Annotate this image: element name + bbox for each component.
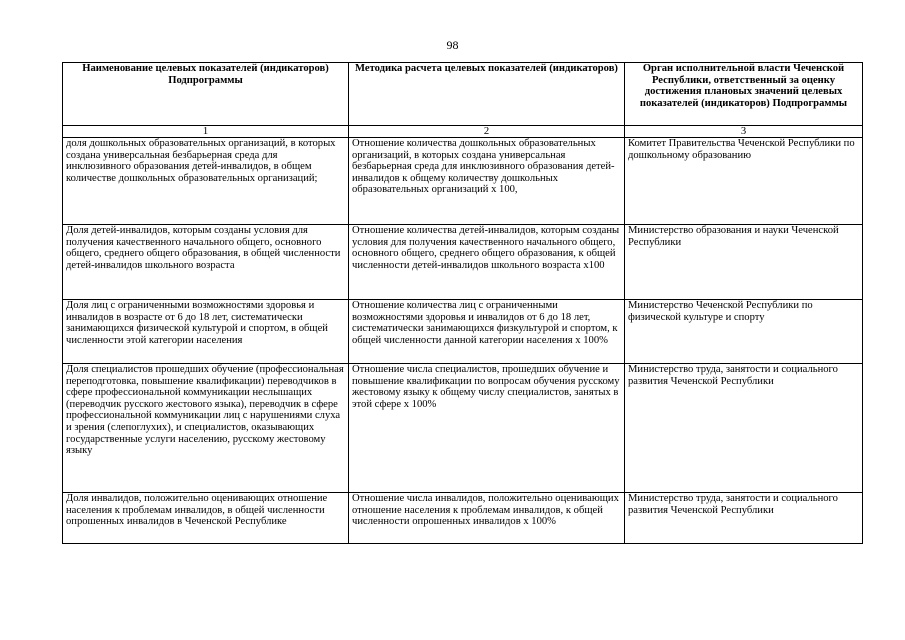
table-row	[63, 364, 863, 493]
cell-responsible-authority: Министерство труда, занятости и социального развития Чеченской Республики	[625, 364, 863, 493]
cell-indicator-name: Доля детей-инвалидов, которым созданы условия для получения качественного начального общего, основного общего, среднего общего образования, в общей численности детей-инвалидов школьного возраста	[63, 225, 349, 300]
cell-responsible-authority: Министерство образования и науки Чеченской Республики	[625, 225, 863, 300]
table-row	[63, 300, 863, 364]
table-row	[63, 493, 863, 544]
header-calculation-method: Методика расчета целевых показателей (индикаторов)	[349, 63, 625, 126]
indicators-table	[62, 62, 863, 544]
column-number-row	[63, 126, 863, 138]
column-number: 3	[625, 126, 863, 138]
cell-indicator-name: Доля специалистов прошедших обучение (профессиональная переподготовка, повышение квалификации) переводчиков в сфере профессиональной коммуникации неслышащих (переводчик русского жестового языка), переводчик в сфере профессиональной коммуникации лиц с нарушениями слуха и зрения (слепоглухих), и специалистов, оказывающих государственные услуги населению, русскому жестовому языку	[63, 364, 349, 493]
header-indicator-name: Наименование целевых показателей (индикаторов) Подпрограммы	[63, 63, 349, 126]
page-number: 98	[446, 38, 459, 52]
cell-indicator-name: доля дошкольных образовательных организаций, в которых создана универсальная безбарьерная среда для инклюзивного образования детей-инвалидов, в общем количестве дошкольных образовательных организаций;	[63, 138, 349, 225]
cell-indicator-name: Доля лиц с ограниченными возможностями здоровья и инвалидов в возрасте от 6 до 18 лет, систематически занимающихся физической культурой и спортом, в общей численности этой категории населения	[63, 300, 349, 364]
cell-calculation-method: Отношение количества детей-инвалидов, которым созданы условия для получения качественного начального общего, основного общего, среднего общего образования, к общей численности детей-инвалидов школьного возраста х100	[349, 225, 625, 300]
cell-responsible-authority: Комитет Правительства Чеченской Республики по дошкольному образованию	[625, 138, 863, 225]
cell-calculation-method: Отношение числа специалистов, прошедших обучение и повышение квалификации по вопросам обучения русскому жестовому языку к общему числу специалистов, занятых в этой сфере х 100%	[349, 364, 625, 493]
header-responsible-authority: Орган исполнительной власти Чеченской Республики, ответственный за оценку достижения плановых значений целевых показателей (индикаторов) Подпрограммы	[625, 63, 863, 126]
table-row	[63, 225, 863, 300]
table-header-row	[63, 63, 863, 126]
cell-calculation-method: Отношение числа инвалидов, положительно оценивающих отношение населения к проблемам инвалидов, к общей численности опрошенных инвалидов х 100%	[349, 493, 625, 544]
cell-responsible-authority: Министерство Чеченской Республики по физической культуре и спорту	[625, 300, 863, 364]
cell-calculation-method: Отношение количества лиц с ограниченными возможностями здоровья и инвалидов от 6 до 18 лет, систематически занимающихся физкультурой и спортом, к общей численности данной категории населения х 100%	[349, 300, 625, 364]
cell-responsible-authority: Министерство труда, занятости и социального развития Чеченской Республики	[625, 493, 863, 544]
cell-indicator-name: Доля инвалидов, положительно оценивающих отношение населения к проблемам инвалидов, в общей численности опрошенных инвалидов в Чеченской Республике	[63, 493, 349, 544]
cell-calculation-method: Отношение количества дошкольных образовательных организаций, в которых создана универсальная безбарьерная среда для инклюзивного образования детей-инвалидов к общему количеству дошкольных образовательных организаций х 100,	[349, 138, 625, 225]
table-row	[63, 138, 863, 225]
column-number: 1	[63, 126, 349, 138]
column-number: 2	[349, 126, 625, 138]
